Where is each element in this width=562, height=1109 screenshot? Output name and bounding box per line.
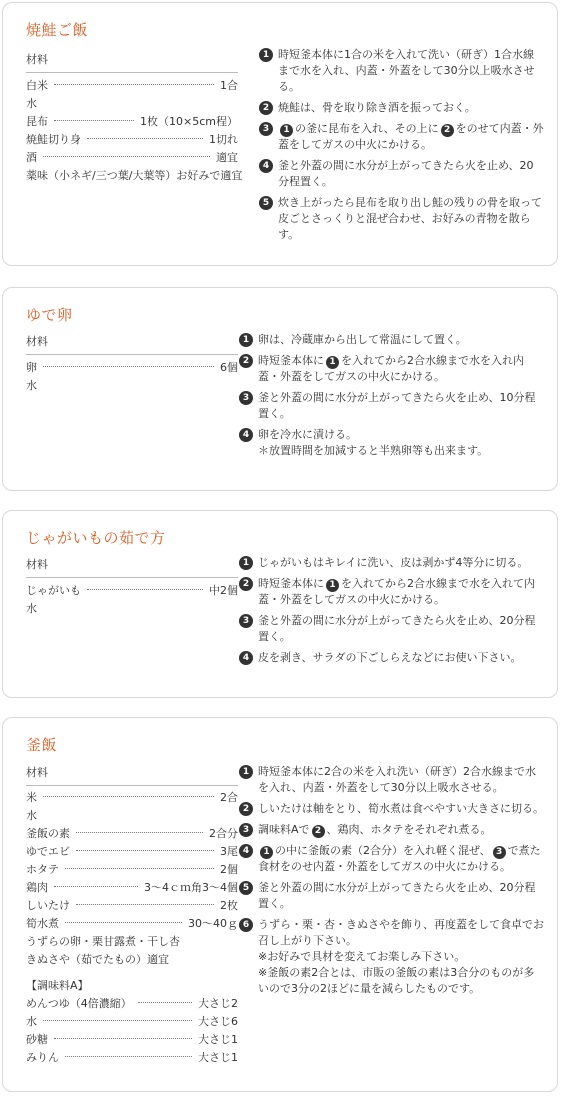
step-list bbox=[259, 47, 544, 248]
ingredient-row bbox=[26, 861, 238, 879]
leader-dots bbox=[87, 138, 203, 139]
seasoning-heading: 【調味料A】 bbox=[26, 979, 89, 992]
step-text: 炊き上がったら昆布を取り出し鮭の残りの骨を取って皮ごとさっくりと混ぜ合わせ、お好みの青物を散らす。 bbox=[278, 196, 542, 241]
ingredient-row bbox=[26, 843, 238, 861]
ingredient-name: きぬさや（茹でたもの）適宜 bbox=[26, 953, 169, 966]
step-number-badge: 4 bbox=[239, 651, 253, 665]
ingredient-name: 薬味（小ネギ/三つ葉/大葉等）お好みで適宜 bbox=[26, 169, 243, 182]
step-item bbox=[239, 613, 544, 645]
ingredient-amount: 中2個 bbox=[209, 584, 238, 597]
step-number-badge: 4 bbox=[239, 428, 253, 442]
ingredient-row bbox=[26, 825, 238, 843]
ingredient-row bbox=[26, 1049, 238, 1067]
ingredient-row bbox=[26, 359, 238, 377]
step-reference-badge: 3 bbox=[493, 846, 506, 859]
ingredient-name: 卵 bbox=[26, 361, 37, 374]
step-item bbox=[259, 121, 544, 153]
step-number-badge: 5 bbox=[259, 196, 273, 210]
ingredient-name: 水 bbox=[26, 379, 37, 392]
step-text: 釜と外蓋の間に水分が上がってきたら火を止め、20分程置く。 bbox=[258, 614, 536, 643]
step-number-badge: 1 bbox=[239, 333, 253, 347]
ingredient-amount: 大さじ6 bbox=[198, 1015, 238, 1028]
recipe-title: じゃがいもの茹で方 bbox=[26, 529, 166, 547]
leader-dots bbox=[76, 850, 214, 851]
step-item bbox=[239, 427, 544, 459]
leader-dots bbox=[54, 1038, 192, 1039]
step-text: 卵を冷水に漬ける。 bbox=[258, 428, 357, 441]
step-reference-badge: 2 bbox=[441, 124, 454, 137]
ingredient-name: 白米 bbox=[26, 79, 48, 92]
ingredient-row bbox=[26, 600, 238, 618]
recipe-card-kamameshi bbox=[2, 717, 558, 1092]
step-text: 時短釜本体に2合の米を入れ洗い（研ぎ）2合水線まで水を入れ、内蓋・外蓋をして30分以上吸水させる。 bbox=[258, 765, 536, 794]
step-list bbox=[239, 332, 544, 464]
ingredient-amount: 1枚（10×5cm程） bbox=[140, 115, 238, 128]
ingredient-row bbox=[26, 95, 238, 113]
leader-dots bbox=[65, 868, 214, 869]
materials-heading: 材料 bbox=[26, 333, 238, 355]
ingredient-row bbox=[26, 149, 238, 167]
step-number-badge: 2 bbox=[239, 802, 253, 816]
step-item bbox=[239, 801, 544, 817]
step-item bbox=[239, 576, 544, 608]
leader-dots bbox=[43, 1020, 192, 1021]
ingredient-row bbox=[26, 897, 238, 915]
ingredient-name: しいたけ bbox=[26, 899, 70, 912]
ingredient-row bbox=[26, 1013, 238, 1031]
ingredient-name: 米 bbox=[26, 791, 37, 804]
step-number-badge: 2 bbox=[239, 577, 253, 591]
step-number-badge: 1 bbox=[239, 765, 253, 779]
step-note: ＊放置時間を加減すると半熟卵等も出来ます。 bbox=[258, 444, 489, 457]
step-number-badge: 4 bbox=[259, 159, 273, 173]
ingredient-name: 筍水煮 bbox=[26, 917, 59, 930]
ingredient-name: 酒 bbox=[26, 151, 37, 164]
ingredient-row bbox=[26, 167, 243, 185]
step-text: 調味料Aで bbox=[258, 823, 310, 836]
recipe-card-jagaimo bbox=[2, 510, 558, 698]
step-reference-badge: 1 bbox=[280, 124, 293, 137]
ingredient-amount: 適宜 bbox=[216, 151, 238, 164]
step-number-badge: 3 bbox=[239, 823, 253, 837]
ingredient-amount: 1切れ bbox=[209, 133, 238, 146]
step-text: 卵は、冷蔵庫から出して常温にして置く。 bbox=[258, 333, 467, 346]
ingredient-row bbox=[26, 807, 238, 825]
leader-dots bbox=[65, 922, 182, 923]
ingredient-amount: 2合 bbox=[220, 791, 238, 804]
step-text: 時短釜本体に bbox=[258, 577, 324, 590]
step-item bbox=[239, 555, 544, 571]
step-number-badge: 1 bbox=[259, 48, 273, 62]
step-text: を入れてから2合水線まで水を入れ内蓋・外蓋をしてガスの中火にかける。 bbox=[258, 354, 524, 383]
step-text: しいたけは軸をとり、筍水煮は食べやすい大きさに切る。 bbox=[258, 802, 544, 815]
ingredient-name: 水 bbox=[26, 602, 37, 615]
ingredient-row bbox=[26, 915, 238, 933]
step-number-badge: 3 bbox=[239, 391, 253, 405]
leader-dots bbox=[54, 886, 138, 887]
step-text: 時短釜本体に1合の米を入れて洗い（研ぎ）1合水線まで水を入れ、内蓋・外蓋をして30分以上吸水させる。 bbox=[278, 48, 535, 93]
leader-dots bbox=[43, 366, 214, 367]
step-item bbox=[239, 332, 544, 348]
ingredient-name: 焼鮭切り身 bbox=[26, 133, 81, 146]
step-reference-badge: 1 bbox=[260, 846, 273, 859]
step-number-badge: 3 bbox=[259, 122, 273, 136]
ingredient-list bbox=[26, 582, 238, 618]
step-note: ※釜飯の素2合とは、市販の釜飯の素は3合分のものが多いので3分の2ほどに量を減らしたものです。 bbox=[258, 966, 535, 995]
step-item bbox=[239, 390, 544, 422]
ingredient-row bbox=[26, 995, 238, 1013]
leader-dots bbox=[43, 796, 214, 797]
step-number-badge: 2 bbox=[259, 101, 273, 115]
ingredient-amount: 3～4ｃｍ角3～4個 bbox=[144, 881, 238, 894]
leader-dots bbox=[138, 1002, 192, 1003]
ingredient-row bbox=[26, 951, 238, 969]
step-item bbox=[239, 764, 544, 796]
recipe-title: 焼鮭ご飯 bbox=[26, 21, 89, 39]
step-number-badge: 2 bbox=[239, 354, 253, 368]
ingredient-name: みりん bbox=[26, 1051, 59, 1064]
ingredient-row bbox=[26, 77, 238, 95]
ingredient-row bbox=[26, 582, 238, 600]
step-text: 釜と外蓋の間に水分が上がってきたら火を止め、10分程置く。 bbox=[258, 391, 536, 420]
step-reference-badge: 1 bbox=[326, 356, 339, 369]
step-number-badge: 5 bbox=[239, 881, 253, 895]
ingredient-name: じゃがいも bbox=[26, 584, 81, 597]
ingredient-amount: 大さじ1 bbox=[198, 1033, 238, 1046]
ingredient-row bbox=[26, 377, 238, 395]
step-text: 皮を剥き、サラダの下ごしらえなどにお使い下さい。 bbox=[258, 651, 522, 664]
materials-heading: 材料 bbox=[26, 764, 238, 786]
step-number-badge: 4 bbox=[239, 844, 253, 858]
leader-dots bbox=[43, 156, 210, 157]
step-list bbox=[239, 764, 544, 1002]
ingredient-amount: 3尾 bbox=[220, 845, 238, 858]
step-item bbox=[239, 917, 544, 997]
ingredient-name: うずらの卵・栗甘露煮・干し杏 bbox=[26, 935, 180, 948]
step-text: の釜に昆布を入れ、その上に bbox=[295, 122, 439, 135]
step-reference-badge: 1 bbox=[326, 579, 339, 592]
leader-dots bbox=[76, 832, 203, 833]
step-item bbox=[239, 353, 544, 385]
recipe-title: ゆで卵 bbox=[26, 306, 73, 324]
leader-dots bbox=[54, 120, 134, 121]
ingredient-row bbox=[26, 933, 238, 951]
ingredient-name: ゆでエビ bbox=[26, 845, 70, 858]
ingredient-row bbox=[26, 113, 238, 131]
step-text: をのせて内蓋・外蓋をしてガスの中火にかける。 bbox=[278, 122, 544, 151]
ingredient-amount: 30～40ｇ bbox=[188, 917, 238, 930]
ingredient-name: 昆布 bbox=[26, 115, 48, 128]
step-text: 釜と外蓋の間に水分が上がってきたら火を止め、20分程置く。 bbox=[258, 881, 536, 910]
ingredient-row bbox=[26, 131, 238, 149]
step-item bbox=[259, 158, 544, 190]
ingredient-amount: 大さじ1 bbox=[198, 1051, 238, 1064]
ingredient-name: 水 bbox=[26, 809, 37, 822]
recipe-card-yudetamago bbox=[2, 287, 558, 491]
step-item bbox=[239, 880, 544, 912]
materials-heading: 材料 bbox=[26, 556, 238, 578]
step-text: 釜と外蓋の間に水分が上がってきたら火を止め、20分程置く。 bbox=[278, 159, 534, 188]
ingredient-name: 砂糖 bbox=[26, 1033, 48, 1046]
leader-dots bbox=[54, 84, 214, 85]
step-item bbox=[259, 47, 544, 95]
ingredient-row bbox=[26, 1031, 238, 1049]
step-item bbox=[259, 195, 544, 243]
ingredient-amount: 大さじ2 bbox=[198, 997, 238, 1010]
ingredient-name: ホタテ bbox=[26, 863, 59, 876]
step-reference-badge: 2 bbox=[312, 825, 325, 838]
step-number-badge: 3 bbox=[239, 614, 253, 628]
ingredient-name: 水 bbox=[26, 1015, 37, 1028]
ingredient-amount: 1合 bbox=[220, 79, 238, 92]
materials-heading: 材料 bbox=[26, 51, 238, 73]
step-text: で煮た食材をのせ内蓋・外蓋をしてガスの中火にかける。 bbox=[258, 844, 541, 873]
step-text: 焼鮭は、骨を取り除き酒を振っておく。 bbox=[278, 101, 476, 114]
step-text: うずら・栗・杏・きぬさやを飾り、再度蓋をして食卓でお召し上がり下さい。 bbox=[258, 918, 544, 947]
step-text: じゃがいもはキレイに洗い、皮は剥かず4等分に切る。 bbox=[258, 556, 529, 569]
ingredient-list bbox=[26, 359, 238, 395]
step-number-badge: 6 bbox=[239, 918, 253, 932]
ingredient-amount: 2合分 bbox=[209, 827, 238, 840]
step-text: 時短釜本体に bbox=[258, 354, 324, 367]
ingredient-name: 鶏肉 bbox=[26, 881, 48, 894]
ingredient-amount: 6個 bbox=[220, 361, 238, 374]
step-item bbox=[239, 822, 544, 838]
step-list bbox=[239, 555, 544, 671]
step-note: ※お好みで具材を変えてお楽しみ下さい。 bbox=[258, 950, 466, 963]
ingredient-name: 釜飯の素 bbox=[26, 827, 70, 840]
step-number-badge: 1 bbox=[239, 556, 253, 570]
ingredient-name: めんつゆ（4倍濃縮） bbox=[26, 997, 132, 1010]
ingredient-amount: 2個 bbox=[220, 863, 238, 876]
ingredient-amount: 2枚 bbox=[220, 899, 238, 912]
ingredient-row bbox=[26, 879, 238, 897]
leader-dots bbox=[76, 904, 214, 905]
ingredient-list bbox=[26, 77, 243, 185]
step-text: の中に釜飯の素（2合分）を入れ軽く混ぜ、 bbox=[275, 844, 491, 857]
ingredient-name: 水 bbox=[26, 97, 37, 110]
step-item bbox=[259, 100, 544, 116]
step-text: 、鶏肉、ホタテをそれぞれ煮る。 bbox=[326, 823, 492, 836]
step-item bbox=[239, 650, 544, 666]
leader-dots bbox=[87, 589, 203, 590]
ingredient-row bbox=[26, 789, 238, 807]
step-item bbox=[239, 843, 544, 875]
step-text: を入れてから2合水線まで水を入れて内蓋・外蓋をしてガスの中火にかける。 bbox=[258, 577, 535, 606]
recipe-title: 釜飯 bbox=[26, 736, 58, 754]
recipe-card-yakisake bbox=[2, 2, 558, 266]
leader-dots bbox=[65, 1056, 192, 1057]
ingredient-list bbox=[26, 789, 238, 1067]
